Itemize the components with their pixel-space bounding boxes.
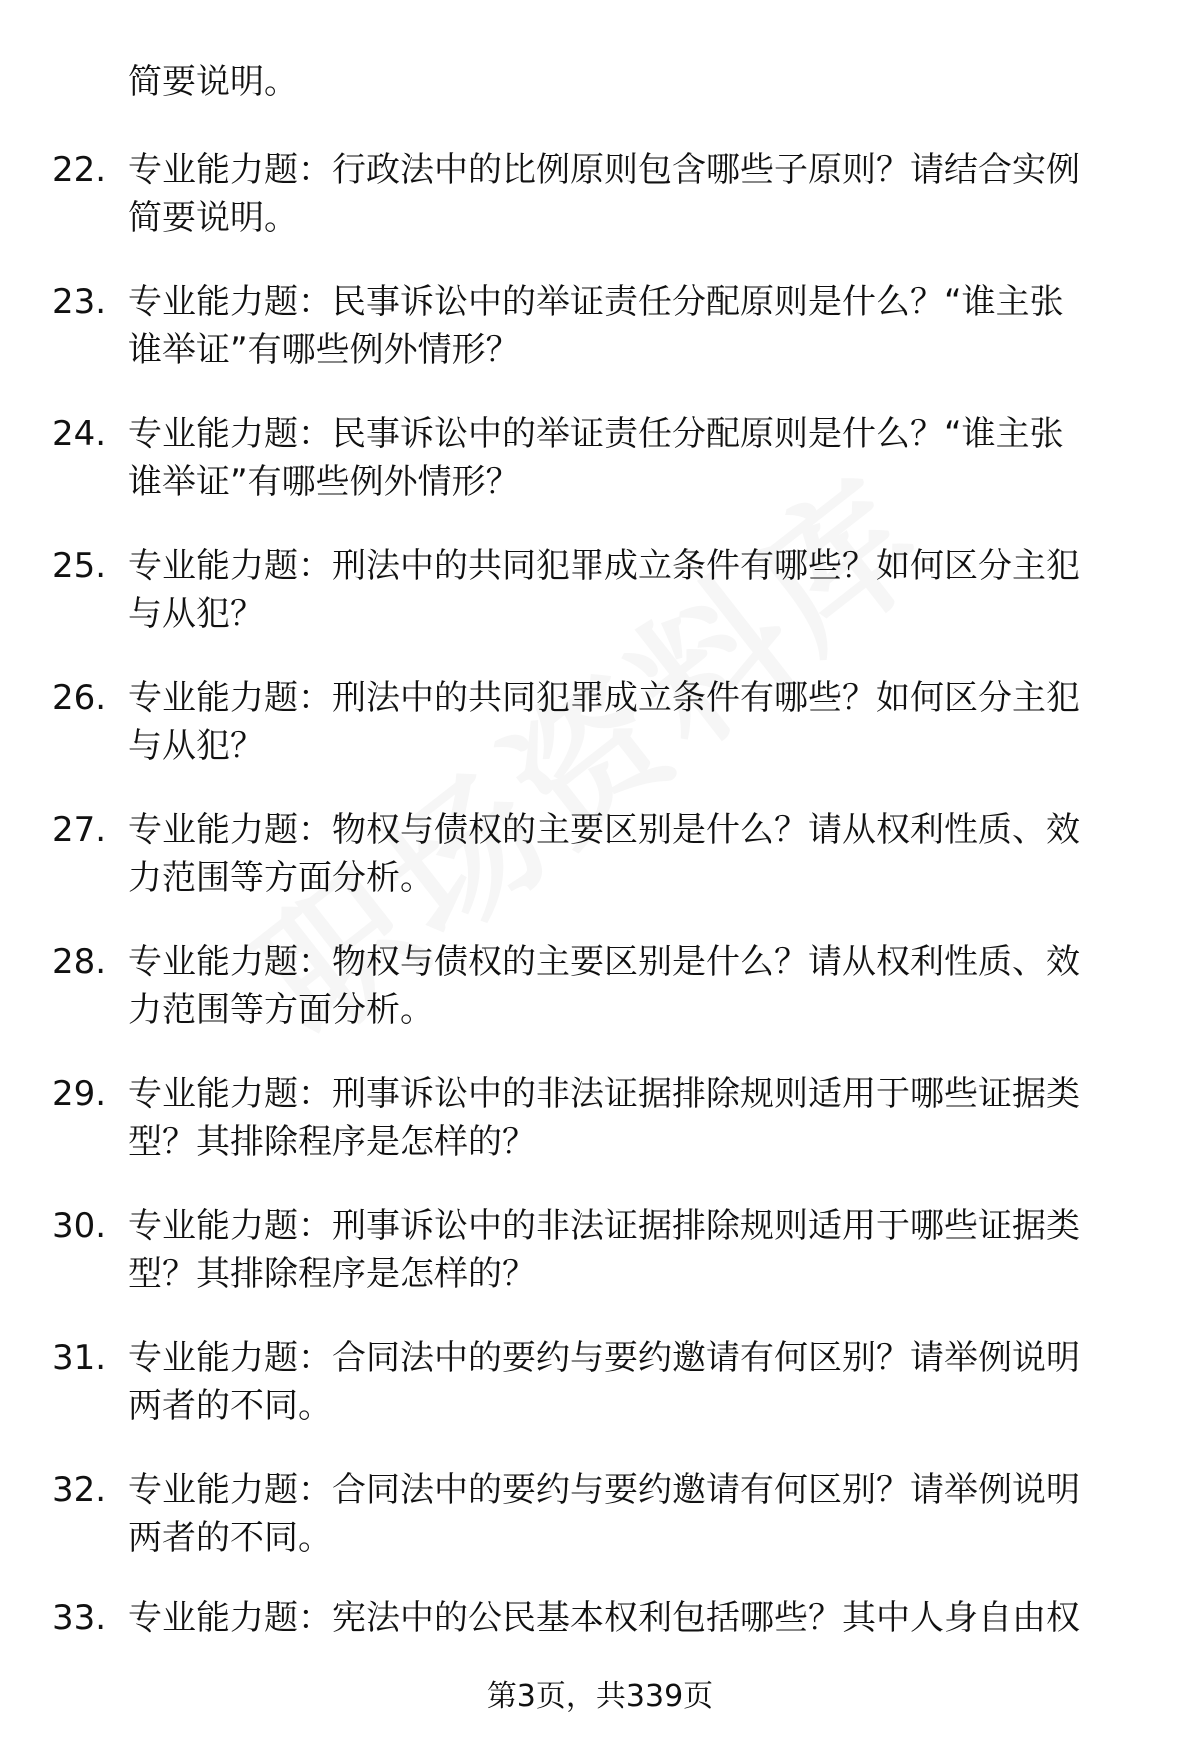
question-line: 与从犯？ xyxy=(128,594,264,634)
question-list xyxy=(0,146,1200,1598)
question-item xyxy=(0,674,1200,770)
question-number: 28. xyxy=(52,942,107,982)
question-line: 专业能力题：民事诉讼中的举证责任分配原则是什么？“谁主张 xyxy=(128,282,1064,322)
question-text xyxy=(128,410,1138,506)
question-line: 与从犯？ xyxy=(128,726,264,766)
question-line: 专业能力题：合同法中的要约与要约邀请有何区别？请举例说明 xyxy=(128,1470,1080,1510)
question-item xyxy=(0,1334,1200,1430)
question-number: 33. xyxy=(52,1598,107,1638)
question-item-last xyxy=(0,1594,1200,1642)
question-item xyxy=(0,806,1200,902)
question-number: 31. xyxy=(52,1338,107,1378)
question-item xyxy=(0,146,1200,242)
question-line: 简要说明。 xyxy=(128,198,298,238)
question-text xyxy=(128,938,1138,1034)
question-item xyxy=(0,278,1200,374)
question-line: 专业能力题：民事诉讼中的举证责任分配原则是什么？“谁主张 xyxy=(128,414,1064,454)
page-footer: 第3页，共339页 xyxy=(486,1679,714,1714)
question-item xyxy=(0,938,1200,1034)
question-line: 两者的不同。 xyxy=(128,1386,332,1426)
question-line: 专业能力题：合同法中的要约与要约邀请有何区别？请举例说明 xyxy=(128,1338,1080,1378)
continuation-text: 简要说明。 xyxy=(128,62,298,102)
question-number: 22. xyxy=(52,150,107,190)
question-number: 24. xyxy=(52,414,107,454)
question-text xyxy=(128,674,1138,770)
question-text xyxy=(128,542,1138,638)
question-text xyxy=(128,1202,1138,1298)
question-text xyxy=(128,1334,1138,1430)
question-text xyxy=(128,806,1138,902)
question-text xyxy=(128,1594,1138,1642)
question-text xyxy=(128,278,1138,374)
question-number: 32. xyxy=(52,1470,107,1510)
question-line: 型？其排除程序是怎样的？ xyxy=(128,1122,536,1162)
question-line: 力范围等方面分析。 xyxy=(128,990,434,1030)
question-item xyxy=(0,410,1200,506)
question-line: 专业能力题：刑法中的共同犯罪成立条件有哪些？如何区分主犯 xyxy=(128,546,1080,586)
question-number: 30. xyxy=(52,1206,107,1246)
question-line: 专业能力题：物权与债权的主要区别是什么？请从权利性质、效 xyxy=(128,942,1080,982)
question-item xyxy=(0,1070,1200,1166)
question-item xyxy=(0,542,1200,638)
question-number: 29. xyxy=(52,1074,107,1114)
question-number: 25. xyxy=(52,546,107,586)
question-text xyxy=(128,146,1138,242)
question-line: 专业能力题：刑事诉讼中的非法证据排除规则适用于哪些证据类 xyxy=(128,1074,1080,1114)
question-line: 型？其排除程序是怎样的？ xyxy=(128,1254,536,1294)
question-line: 专业能力题：刑法中的共同犯罪成立条件有哪些？如何区分主犯 xyxy=(128,678,1080,718)
question-text xyxy=(128,1070,1138,1166)
question-line: 两者的不同。 xyxy=(128,1518,332,1558)
question-line: 专业能力题：刑事诉讼中的非法证据排除规则适用于哪些证据类 xyxy=(128,1206,1080,1246)
question-line: 力范围等方面分析。 xyxy=(128,858,434,898)
question-line: 专业能力题：宪法中的公民基本权利包括哪些？其中人身自由权 xyxy=(128,1598,1080,1638)
question-text xyxy=(128,1466,1138,1562)
question-item xyxy=(0,1202,1200,1298)
question-item xyxy=(0,1466,1200,1562)
question-line: 专业能力题：物权与债权的主要区别是什么？请从权利性质、效 xyxy=(128,810,1080,850)
question-line: 专业能力题：行政法中的比例原则包含哪些子原则？请结合实例 xyxy=(128,150,1080,190)
question-number: 27. xyxy=(52,810,107,850)
question-number: 23. xyxy=(52,282,107,322)
question-number: 26. xyxy=(52,678,107,718)
question-line: 谁举证”有哪些例外情形？ xyxy=(128,462,520,502)
question-line: 谁举证”有哪些例外情形？ xyxy=(128,330,520,370)
